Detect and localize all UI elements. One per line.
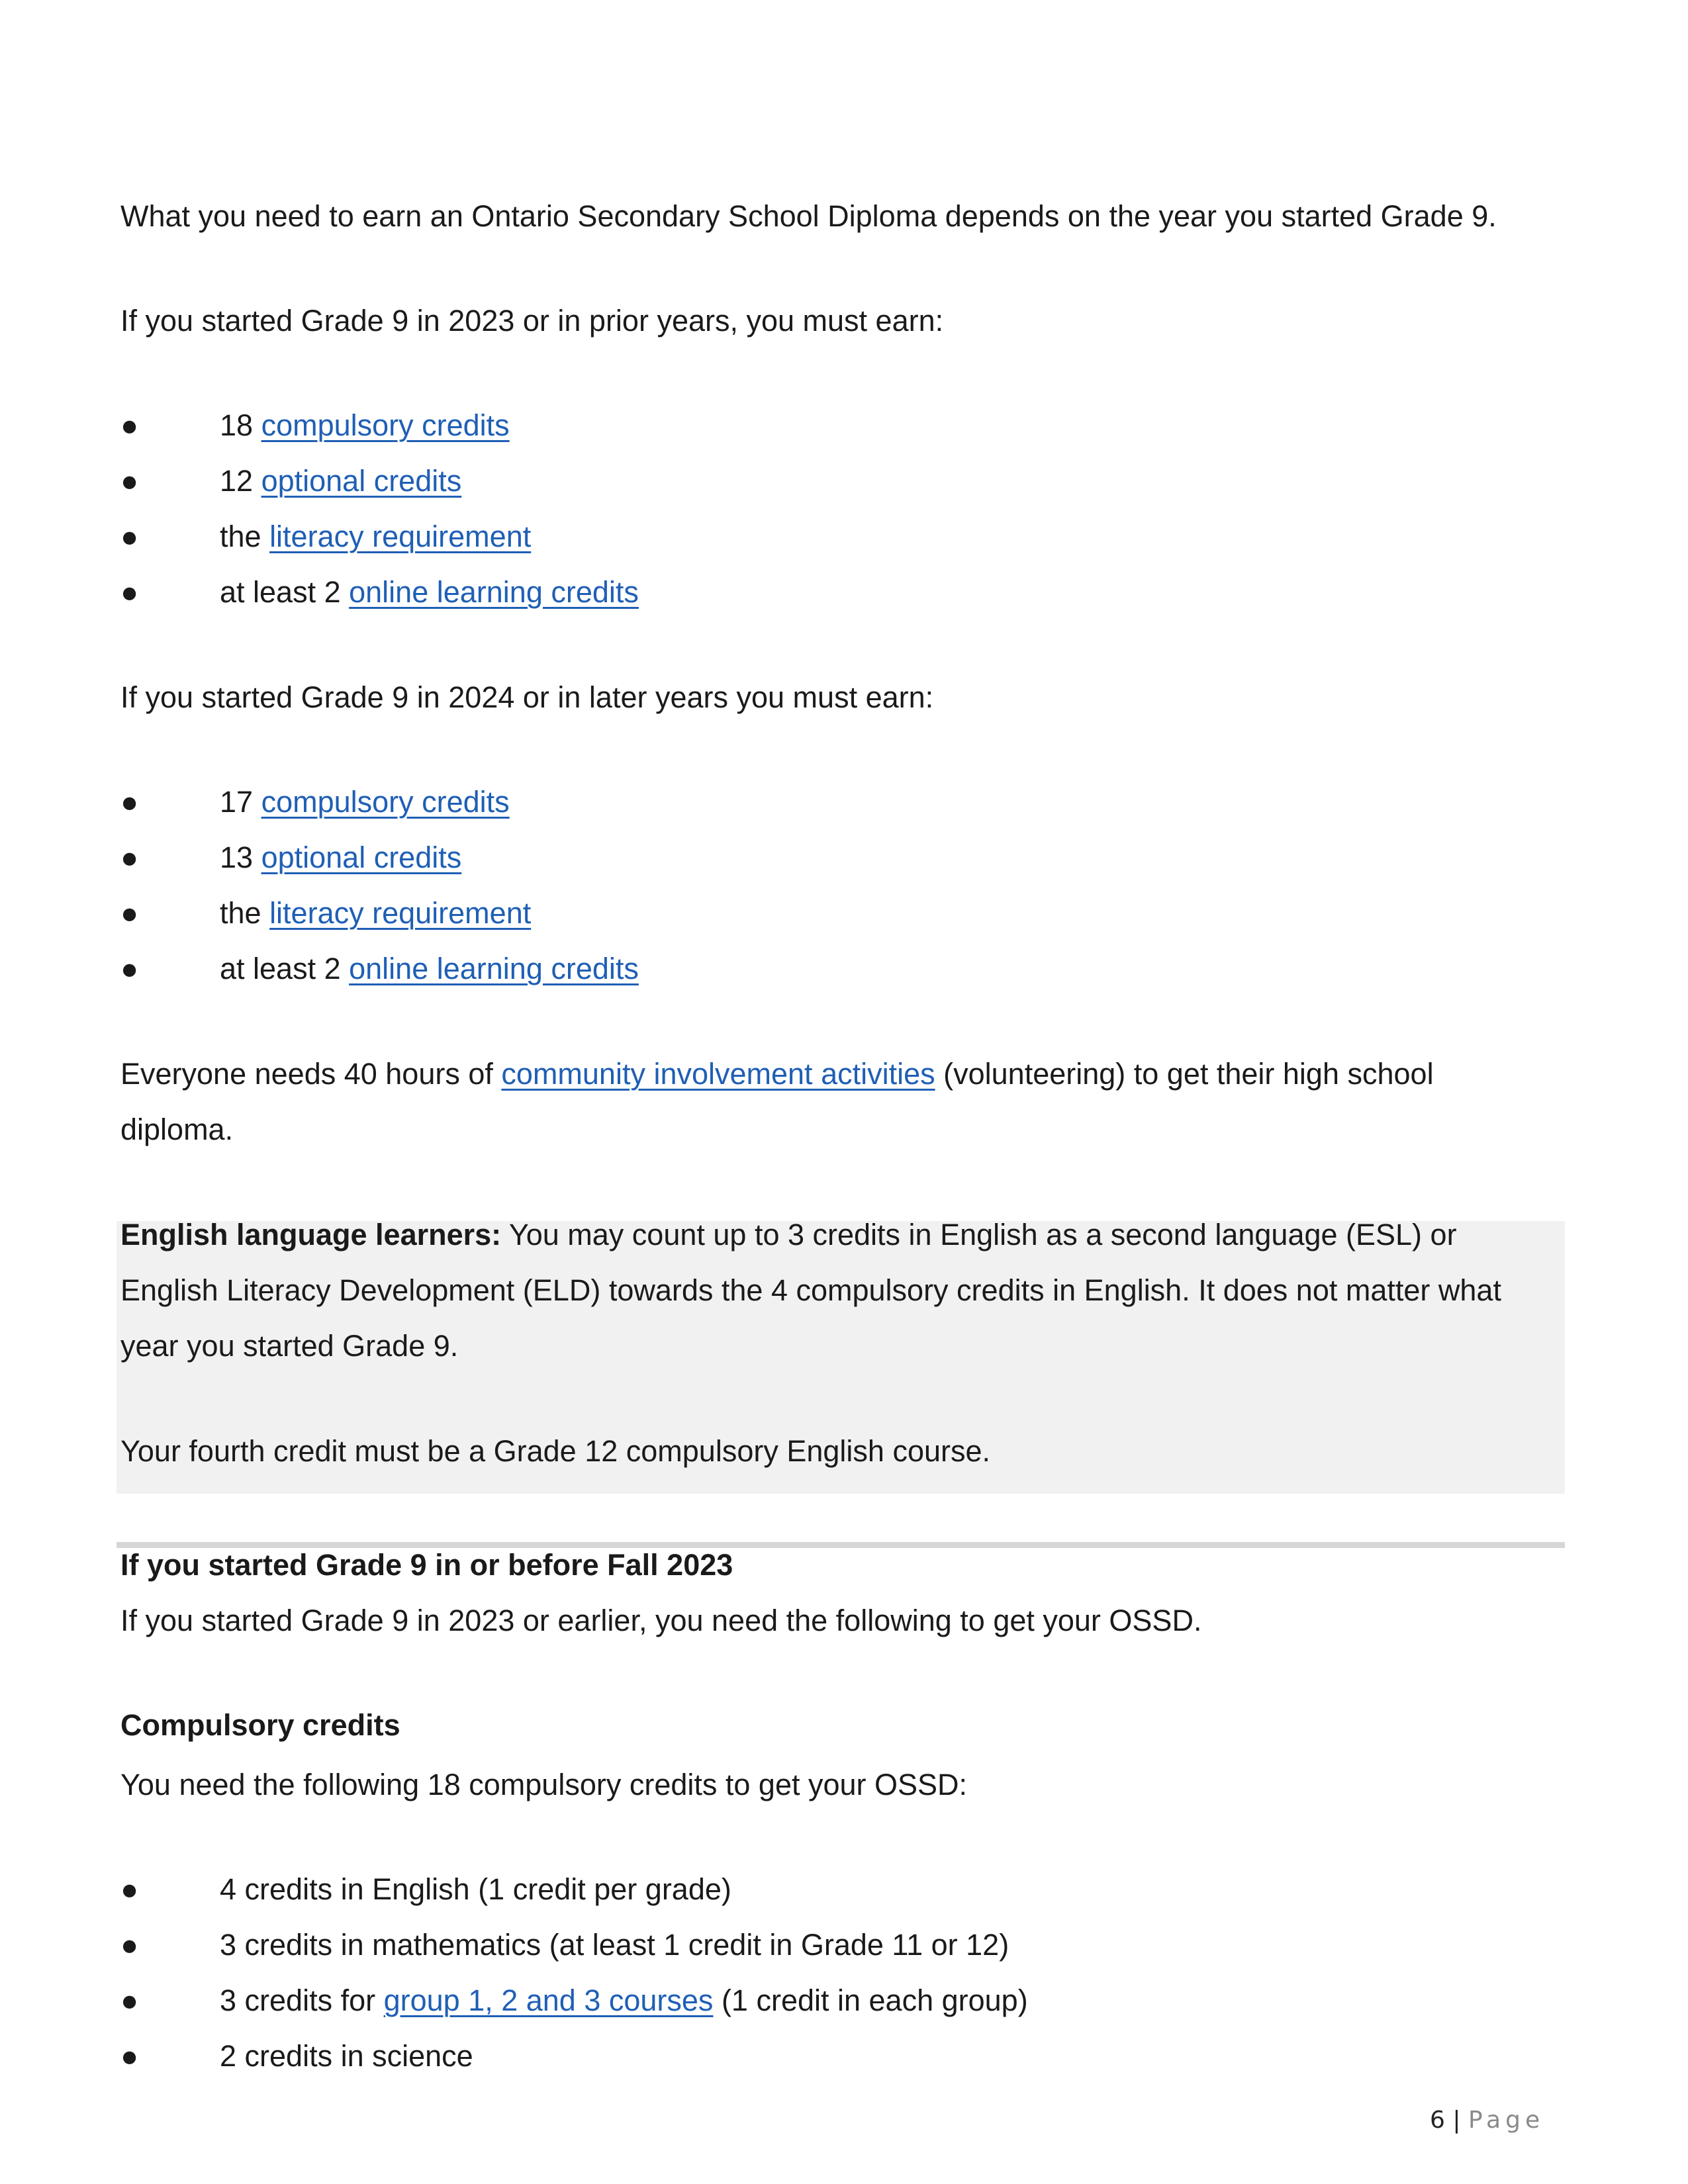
bullet-icon: ● [120, 2039, 139, 2073]
community-text-pre: Everyone needs 40 hours of [120, 1057, 502, 1091]
list-item [120, 2041, 473, 2071]
list-item [120, 466, 461, 496]
list-item [120, 842, 461, 872]
community-text-post: (volunteering) to get their high school [935, 1057, 1434, 1091]
bullet-icon: ● [120, 575, 139, 609]
online-learning-credits-link[interactable]: online learning credits [349, 575, 639, 609]
ell-callout-line1 [120, 1220, 1457, 1250]
list-item [120, 1985, 1028, 2015]
group-2024-heading: If you started Grade 9 in 2024 or in later years you must earn: [120, 680, 934, 714]
bullet-icon: ● [120, 896, 139, 930]
bullet-icon: ● [120, 408, 139, 442]
optional-credits-link[interactable]: optional credits [261, 841, 462, 874]
section-text: If you started Grade 9 in 2023 or earlier, you need the following to get your OSSD. [120, 1604, 1202, 1637]
list-item [120, 1874, 731, 1904]
ell-callout-line4: Your fourth credit must be a Grade 12 compulsory English course. [120, 1434, 991, 1468]
community-involvement-link[interactable]: community involvement activities [501, 1057, 935, 1091]
item-prefix: 12 [220, 464, 261, 498]
item-suffix: (1 credit in each group) [713, 1983, 1028, 2017]
community-paragraph [120, 1059, 1434, 1089]
list-item [120, 954, 639, 983]
literacy-requirement-link[interactable]: literacy requirement [269, 896, 532, 930]
optional-credits-link[interactable]: optional credits [261, 464, 462, 498]
community-paragraph-line2: diploma. [120, 1113, 234, 1146]
compulsory-credits-link[interactable]: compulsory credits [261, 408, 510, 442]
list-item [120, 898, 531, 928]
item-prefix: the [220, 896, 270, 930]
group-2023-heading: If you started Grade 9 in 2023 or in prior years, you must earn: [120, 304, 944, 338]
item-text: 4 credits in English (1 credit per grade) [220, 1872, 731, 1906]
group-courses-link[interactable]: group 1, 2 and 3 courses [383, 1983, 714, 2017]
compulsory-credits-link[interactable]: compulsory credits [261, 785, 510, 819]
section-divider [117, 1542, 1565, 1548]
item-prefix: the [220, 520, 270, 553]
bullet-icon: ● [120, 785, 139, 819]
ell-callout-line2: English Literacy Development (ELD) towards the 4 compulsory credits in English. It does not matter what [120, 1273, 1501, 1307]
item-text: 3 credits in mathematics (at least 1 credit in Grade 11 or 12) [220, 1928, 1009, 1962]
list-item [120, 1930, 1009, 1960]
list-item [120, 787, 510, 817]
list-item [120, 577, 639, 607]
page-label: Page [1468, 2107, 1545, 2134]
item-text: 2 credits in science [220, 2039, 473, 2073]
page-number: 6 [1430, 2107, 1445, 2134]
literacy-requirement-link[interactable]: literacy requirement [269, 520, 532, 553]
bullet-icon: ● [120, 464, 139, 498]
ell-label: English language learners: [120, 1218, 502, 1251]
item-prefix: 3 credits for [220, 1983, 384, 2017]
item-prefix: 18 [220, 408, 261, 442]
item-prefix: at least 2 [220, 575, 350, 609]
section-heading: If you started Grade 9 in or before Fall 2023 [120, 1548, 733, 1582]
page-footer [1430, 2109, 1544, 2132]
list-item [120, 522, 531, 551]
page-separator: | [1452, 2107, 1461, 2134]
bullet-icon: ● [120, 1872, 139, 1906]
ell-callout-line3: year you started Grade 9. [120, 1329, 459, 1363]
item-prefix: 13 [220, 841, 261, 874]
intro-paragraph: What you need to earn an Ontario Secondary School Diploma depends on the year you started Grade 9. [120, 199, 1497, 233]
bullet-icon: ● [120, 952, 139, 985]
bullet-icon: ● [120, 1928, 139, 1962]
compulsory-intro: You need the following 18 compulsory credits to get your OSSD: [120, 1768, 968, 1801]
compulsory-heading: Compulsory credits [120, 1708, 400, 1742]
online-learning-credits-link[interactable]: online learning credits [349, 952, 639, 985]
item-prefix: at least 2 [220, 952, 350, 985]
ell-text: You may count up to 3 credits in English as a second language (ESL) or [501, 1218, 1457, 1251]
bullet-icon: ● [120, 841, 139, 874]
bullet-icon: ● [120, 520, 139, 553]
item-prefix: 17 [220, 785, 261, 819]
list-item [120, 410, 510, 440]
bullet-icon: ● [120, 1983, 139, 2017]
